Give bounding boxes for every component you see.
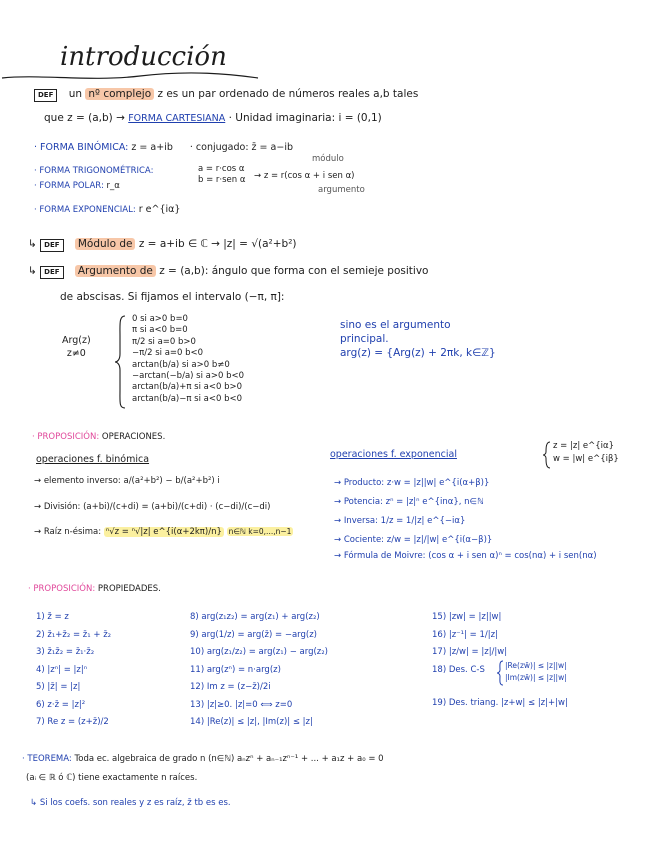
property-item: 3) z̄₁z̄₂ = z̄₁·z̄₂: [36, 647, 95, 657]
arg-note-1: sino es el argumento: [340, 319, 451, 331]
cs-line: |Im(zw̄)| ≤ |z||w|: [505, 673, 567, 682]
polar-label: · FORMA POLAR:: [34, 181, 104, 191]
raiz-expr: ⁿ√z = ⁿ√|z| e^{i(α+2kπ)/n}: [105, 527, 222, 537]
arg-case: π/2 si a=0 b>0: [132, 336, 196, 347]
property-item: 13) |z|≥0. |z|=0 ⟺ z=0: [190, 699, 293, 710]
argumento-note: argumento: [318, 185, 365, 195]
def1-text-post: z es un par ordenado de números reales a,b tales: [157, 88, 419, 100]
z-def: z = |z| e^{iα}: [553, 441, 615, 451]
def1-line2-pre: que z = (a,b) →: [44, 112, 125, 124]
exp-operations: [334, 474, 492, 550]
moivre-label: → Fórmula de Moivre:: [334, 551, 426, 561]
arg-function: Arg(z): [62, 335, 91, 346]
definition-argumento: [28, 265, 428, 279]
arg-case: 0 si a>0 b=0: [132, 314, 188, 324]
forma-binomica: [34, 142, 293, 153]
teorema-line1: Toda ec. algebraica de grado n (n∈ℕ) aₙzⁿ + aₙ₋₁zⁿ⁻¹ + ... + a₁z + a₀ = 0: [74, 754, 384, 764]
definition-complex-line2: [44, 112, 382, 124]
inverso-label: → elemento inverso:: [34, 476, 121, 486]
raiz-cond: n∈ℕ k=0,...,n−1: [228, 527, 292, 536]
cauchy-schwarz: [505, 660, 567, 684]
def3-arrow: ↳: [28, 265, 37, 277]
def1-text-pre: un: [68, 88, 83, 100]
producto: → Producto: z·w = |z||w| e^{i(α+β)}: [334, 478, 490, 488]
trig-label: · FORMA TRIGONOMÉTRICA:: [34, 166, 154, 176]
property-item: 1) z̄̄ = z: [36, 612, 69, 622]
binomica-label: · FORMA BINÓMICA:: [34, 142, 129, 153]
op-raiz: [34, 527, 293, 537]
ops-binomica-heading: operaciones f. binómica: [36, 454, 150, 465]
arg-case: −π/2 si a=0 b<0: [132, 348, 204, 359]
teorema-line2: (aᵢ ∈ ℝ ó ℂ) tiene exactamente n raíces.: [26, 773, 198, 783]
modulo-note: módulo: [312, 154, 344, 164]
division-expr: (a+bi)/(c+di) = (a+bi)/(c+di) · (c−di)/(c−di): [83, 502, 271, 512]
cociente: → Cociente: z/w = |z|/|w| e^{i(α−β)}: [334, 535, 493, 545]
arg-condition: z≠0: [66, 348, 86, 359]
property-item: 17) |z/w| = |z|/|w|: [432, 647, 508, 657]
raiz-label: → Raíz n-ésima:: [34, 527, 102, 537]
exp-label: · FORMA EXPONENCIAL:: [34, 205, 136, 215]
def2-box: DEF: [40, 239, 63, 252]
prop1-title: OPERACIONES.: [101, 432, 166, 442]
moivre-expr: (cos α + i sen α)ⁿ = cos(nα) + i sen(nα): [428, 551, 597, 561]
moivre: [334, 551, 597, 561]
def1-line2-post: · Unidad imaginaria: i = (0,1): [228, 112, 382, 124]
def3-box: DEF: [40, 266, 63, 279]
inversa: → Inversa: 1/z = 1/|z| e^{−iα}: [334, 516, 466, 526]
forma-trigonometrica: [34, 166, 153, 176]
property-item: 5) |z̄| = |z|: [36, 682, 81, 692]
arg-case: arctan(b/a)+π si a<0 b>0: [132, 382, 243, 393]
forma-polar: [34, 181, 120, 191]
forma-exponencial: [34, 204, 180, 215]
arg-brace: [114, 314, 128, 410]
props-column-1: [36, 609, 111, 732]
teorema-label: · TEOREMA:: [22, 754, 72, 764]
proposicion-operaciones: [32, 432, 165, 442]
prop2-title: PROPIEDADES.: [97, 584, 161, 594]
def2-highlight: Módulo de: [75, 238, 136, 250]
division-label: → División:: [34, 502, 81, 512]
property-item: 14) |Re(z)| ≤ |z|, |Im(z)| ≤ |z|: [190, 717, 313, 727]
arg-case: π si a<0 b=0: [132, 325, 188, 336]
property-item: 4) |zⁿ| = |z|ⁿ: [36, 664, 88, 675]
binomica-expr: z = a+ib: [131, 142, 173, 153]
ops-exp-heading: operaciones f. exponencial: [330, 449, 457, 460]
arg-case: −arctan(−b/a) si a>0 b<0: [132, 371, 245, 382]
def1-highlight: nº complejo: [85, 88, 154, 100]
property-item: 16) |z⁻¹| = 1/|z|: [432, 629, 498, 640]
cs-brace: [496, 660, 504, 686]
arg-note-3: arg(z) = {Arg(z) + 2πk, k∈ℤ}: [340, 347, 496, 359]
definition-modulo: [28, 238, 297, 252]
property-item: 19) Des. triang. |z+w| ≤ |z|+|w|: [432, 698, 568, 708]
trig-b: b = r·sen α: [198, 175, 246, 185]
op-division: [34, 502, 270, 512]
def-box: DEF: [34, 89, 57, 102]
w-def: w = |w| e^{iβ}: [553, 454, 619, 464]
property-item: 9) arg(1/z) = arg(z̄) = −arg(z): [190, 629, 318, 640]
property-item: 18) Des. C-S: [432, 664, 485, 675]
teorema-line3: ↳ Si los coefs. son reales y z es raíz, z̄ tb es es.: [30, 798, 231, 808]
arg-case: arctan(b/a)−π si a<0 b<0: [132, 393, 243, 404]
exp-brace: [542, 440, 552, 470]
cs-line: |Re(zw̄)| ≤ |z||w|: [505, 661, 567, 670]
title-underline: [0, 70, 260, 90]
trig-a: a = r·cos α: [198, 164, 245, 174]
trig-components: [198, 164, 245, 186]
property-item: 7) Re z = (z+z̄)/2: [36, 717, 109, 727]
teorema: [22, 754, 384, 764]
definition-complex: [34, 88, 418, 102]
polar-expr: r_α: [106, 181, 120, 191]
props-column-2: [190, 609, 328, 732]
property-item: 6) z·z̄ = |z|²: [36, 699, 86, 710]
arg-label: [62, 334, 91, 360]
def2-text: z = a+ib ∈ ℂ → |z| = √(a²+b²): [138, 238, 297, 250]
exp-expr: r e^{iα}: [138, 204, 181, 215]
forma-cartesiana: FORMA CARTESIANA: [128, 113, 226, 124]
property-item: 12) Im z = (z−z̄)/2i: [190, 682, 271, 692]
def3-line1: z = (a,b): ángulo que forma con el semieje positivo: [159, 265, 429, 277]
property-item: 8) arg(z₁z₂) = arg(z₁) + arg(z₂): [190, 612, 320, 622]
op-inverso: [34, 476, 220, 486]
arg-cases: [132, 314, 244, 405]
exp-definitions: [553, 440, 619, 466]
def2-arrow: ↳: [28, 238, 37, 250]
prop2-label: · PROPOSICIÓN:: [28, 584, 96, 594]
conjugado: · conjugado: z̄ = a−ib: [189, 142, 293, 153]
property-item: 11) arg(zⁿ) = n·arg(z): [190, 664, 281, 675]
prop1-label: · PROPOSICIÓN:: [32, 432, 100, 442]
property-item: 15) |zw| = |z||w|: [432, 612, 502, 622]
trig-result: → z = r(cos α + i sen α): [254, 171, 355, 181]
arg-note: [340, 318, 496, 360]
potencia: → Potencia: zⁿ = |z|ⁿ e^{inα}, n∈ℕ: [334, 497, 484, 507]
def3-highlight: Argumento de: [75, 265, 156, 277]
arg-case: arctan(b/a) si a>0 b≠0: [132, 359, 230, 370]
page-title: introducción: [60, 42, 227, 72]
property-item: 2) z̄₁+z̄₂ = z̄₁ + z̄₂: [36, 629, 112, 640]
inverso-expr: a/(a²+b²) − b/(a²+b²) i: [123, 476, 220, 486]
definition-argumento-line2: de abscisas. Si fijamos el intervalo (−π, π]:: [60, 291, 285, 303]
property-item: 10) arg(z₁/z₂) = arg(z₁) − arg(z₂): [190, 647, 328, 657]
arg-note-2: principal.: [340, 333, 389, 345]
proposicion-propiedades: [28, 584, 161, 594]
